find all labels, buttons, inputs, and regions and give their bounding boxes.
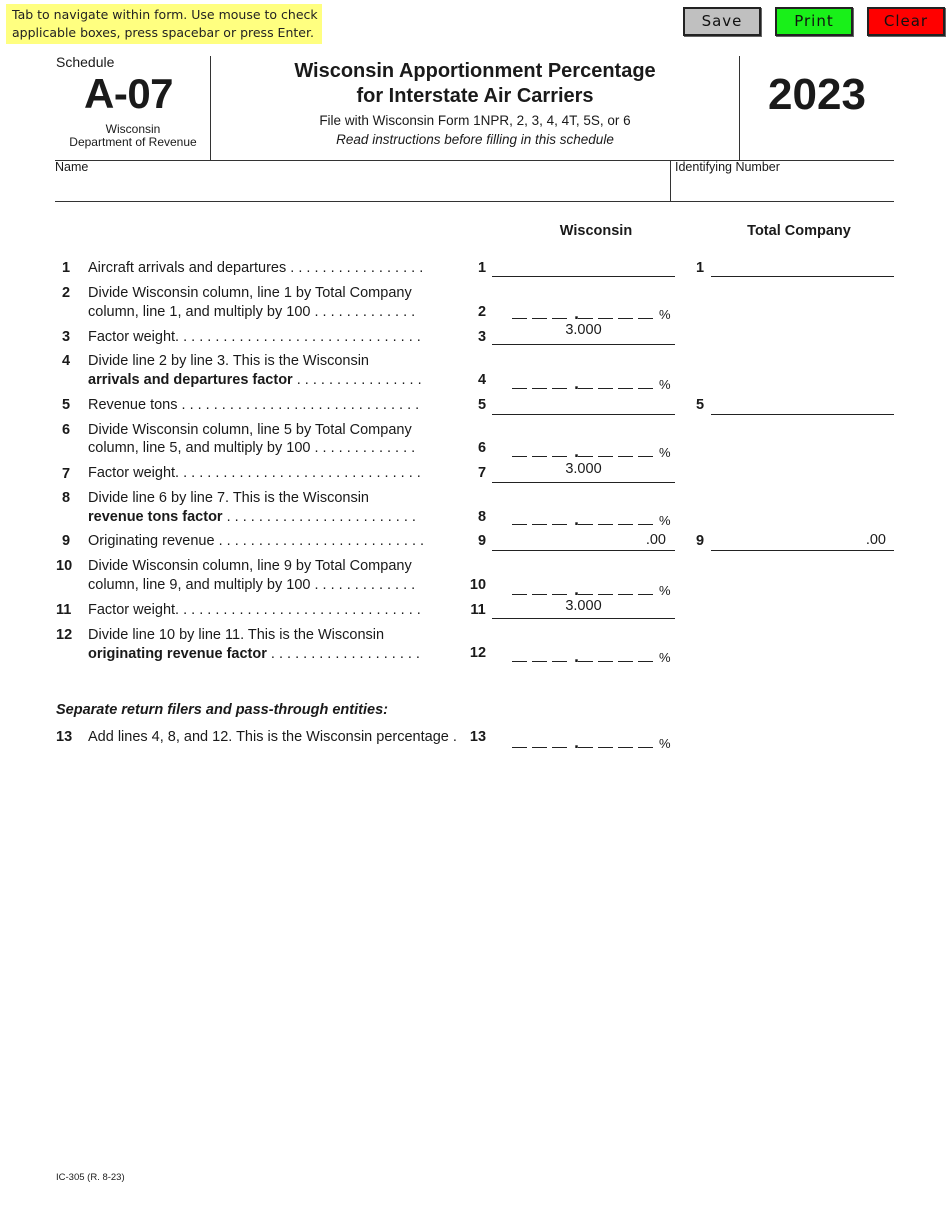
- line-5-total-ref: 5: [695, 397, 705, 413]
- id-label: Identifying Number: [675, 160, 780, 174]
- title-line-2: for Interstate Air Carriers: [356, 85, 594, 107]
- line-8-text-2: [88, 508, 416, 527]
- decimal-point: .: [572, 443, 582, 461]
- header-divider-left: [210, 56, 211, 160]
- line-7-text: Factor weight. . . . . . . . . . . . . . . . . . . . . . . . . . . . . . .: [88, 465, 421, 481]
- header-divider-right: [739, 56, 740, 160]
- navigation-hint: [6, 4, 322, 44]
- column-total-company: Total Company: [747, 223, 851, 239]
- name-id-divider: [670, 160, 671, 201]
- dept-line-1: Wisconsin: [105, 122, 161, 136]
- line-12-text-1: Divide line 10 by line 11. This is the Wisconsin: [88, 627, 385, 643]
- line-5-ref: 5: [477, 397, 487, 413]
- line-3-text: Factor weight. . . . . . . . . . . . . . . . . . . . . . . . . . . . . . .: [88, 329, 421, 345]
- line-6-text-1: Divide Wisconsin column, line 5 by Total Company: [88, 422, 412, 438]
- line-5-wisconsin-underline: [492, 414, 675, 415]
- section-heading: Separate return filers and pass-through entities:: [56, 702, 388, 718]
- line-12-percent-input[interactable]: [512, 648, 671, 666]
- line-4-leader-dots: . . . . . . . . . . . . . . . .: [292, 372, 422, 388]
- form-revision: IC-305 (R. 8-23): [56, 1172, 125, 1183]
- line-12-ref: 12: [469, 645, 487, 661]
- decimal-point: .: [572, 375, 582, 393]
- line-4-percent-input[interactable]: [512, 375, 671, 393]
- line-3-underline: [492, 344, 675, 345]
- percent-sign: %: [659, 513, 671, 528]
- line-13-ref: 13: [469, 729, 487, 745]
- percent-sign: %: [659, 445, 671, 460]
- form-instructions: Read instructions before filling in this schedule: [336, 132, 614, 147]
- line-5-total-underline: [711, 414, 894, 415]
- line-9-total-input[interactable]: .00: [865, 532, 886, 548]
- schedule-code: A-07: [84, 70, 174, 117]
- line-2-text-2: column, line 1, and multiply by 100 . . . . . . . . . . . . .: [88, 304, 416, 320]
- decimal-point: .: [572, 511, 582, 529]
- line-4-ref: 4: [477, 372, 487, 388]
- percent-sign: %: [659, 583, 671, 598]
- decimal-point: .: [572, 581, 582, 599]
- dept-line-2: Department of Revenue: [69, 135, 197, 149]
- line-4-label-bold: arrivals and departures factor: [88, 372, 293, 388]
- save-button[interactable]: Save: [683, 7, 761, 36]
- line-10-ref: 10: [469, 577, 487, 593]
- line-13-percent-input[interactable]: [512, 734, 671, 752]
- line-9-total-underline: [711, 550, 894, 551]
- line-10-text-2: column, line 9, and multiply by 100 . . . . . . . . . . . . .: [88, 577, 416, 593]
- line-1-total-underline: [711, 276, 894, 277]
- line-11-ref: 11: [470, 602, 486, 618]
- line-12-leader-dots: . . . . . . . . . . . . . . . . . . .: [266, 646, 420, 662]
- line-2-percent-input[interactable]: [512, 305, 671, 323]
- clear-button[interactable]: Clear: [867, 7, 945, 36]
- decimal-point: .: [572, 734, 582, 752]
- decimal-point: .: [572, 305, 582, 323]
- line-8-ref: 8: [477, 509, 487, 525]
- line-10-number: 10: [56, 558, 73, 574]
- name-row-rule: [55, 201, 894, 202]
- line-13-number: 13: [56, 729, 73, 745]
- line-9-total-ref: 9: [695, 533, 705, 549]
- percent-sign: %: [659, 307, 671, 322]
- percent-sign: %: [659, 377, 671, 392]
- line-10-text-1: Divide Wisconsin column, line 9 by Total Company: [88, 558, 412, 574]
- name-label: Name: [55, 160, 89, 174]
- line-8-number: 8: [62, 490, 71, 506]
- line-7-ref: 7: [477, 465, 487, 481]
- line-9-ref: 9: [477, 533, 487, 549]
- hint-line-2: applicable boxes, press spacebar or press Enter.: [12, 25, 314, 40]
- line-2-ref: 2: [477, 304, 487, 320]
- line-10-percent-input[interactable]: [512, 581, 671, 599]
- line-12-number: 12: [56, 627, 73, 643]
- line-7-underline: [492, 482, 675, 483]
- line-2-text-1: Divide Wisconsin column, line 1 by Total Company: [88, 285, 412, 301]
- line-11-factor-weight: 3.000: [565, 598, 602, 614]
- line-8-text-1: Divide line 6 by line 7. This is the Wisconsin: [88, 490, 369, 506]
- line-2-number: 2: [62, 285, 71, 301]
- decimal-point: .: [572, 648, 582, 666]
- line-1-wisconsin-underline: [492, 276, 675, 277]
- line-1-total-ref: 1: [695, 260, 705, 276]
- department: [56, 123, 210, 149]
- line-7-number: 7: [62, 466, 71, 482]
- tax-year: 2023: [768, 70, 866, 119]
- schedule-label: Schedule: [56, 54, 115, 70]
- print-button[interactable]: Print: [775, 7, 853, 36]
- form-title: [212, 59, 738, 109]
- name-input[interactable]: [58, 176, 666, 198]
- line-7-factor-weight: 3.000: [565, 461, 602, 477]
- line-3-ref: 3: [477, 329, 487, 345]
- line-11-number: 11: [56, 602, 72, 618]
- line-3-number: 3: [62, 329, 71, 345]
- title-line-1: Wisconsin Apportionment Percentage: [294, 60, 656, 82]
- line-6-text-2: column, line 5, and multiply by 100 . . . . . . . . . . . . .: [88, 440, 416, 456]
- line-12-label-bold: originating revenue factor: [88, 646, 267, 662]
- line-6-ref: 6: [477, 440, 487, 456]
- line-11-underline: [492, 618, 675, 619]
- line-4-text-2: [88, 371, 422, 390]
- hint-line-1: Tab to navigate within form. Use mouse to check: [12, 7, 318, 22]
- line-4-text-1: Divide line 2 by line 3. This is the Wisconsin: [88, 353, 369, 369]
- percent-sign: %: [659, 736, 671, 751]
- line-8-percent-input[interactable]: [512, 511, 671, 529]
- column-wisconsin: Wisconsin: [559, 223, 633, 239]
- form-subtitle: File with Wisconsin Form 1NPR, 2, 3, 4, 4T, 5S, or 6: [319, 113, 631, 128]
- line-9-number: 9: [62, 533, 71, 549]
- line-5-text: Revenue tons . . . . . . . . . . . . . . . . . . . . . . . . . . . . . .: [88, 397, 420, 413]
- line-12-text-2: [88, 645, 420, 664]
- line-9-wisconsin-underline: [492, 550, 675, 551]
- percent-sign: %: [659, 650, 671, 665]
- line-8-leader-dots: . . . . . . . . . . . . . . . . . . . . . . . .: [222, 509, 416, 525]
- line-4-number: 4: [62, 353, 71, 369]
- line-6-number: 6: [62, 422, 71, 438]
- line-3-factor-weight: 3.000: [565, 322, 602, 338]
- id-input[interactable]: [675, 176, 891, 198]
- line-1-ref: 1: [477, 260, 487, 276]
- line-13-text: Add lines 4, 8, and 12. This is the Wisconsin percentage .: [88, 729, 457, 745]
- line-9-wisconsin-input[interactable]: .00: [645, 532, 666, 548]
- line-1-number: 1: [62, 260, 71, 276]
- line-9-text: Originating revenue . . . . . . . . . . . . . . . . . . . . . . . . . .: [88, 533, 425, 549]
- line-6-percent-input[interactable]: [512, 443, 671, 461]
- line-5-number: 5: [62, 397, 71, 413]
- line-8-label-bold: revenue tons factor: [88, 509, 223, 525]
- line-1-text: Aircraft arrivals and departures . . . . . . . . . . . . . . . . .: [88, 260, 424, 276]
- line-11-text: Factor weight. . . . . . . . . . . . . . . . . . . . . . . . . . . . . . .: [88, 602, 421, 618]
